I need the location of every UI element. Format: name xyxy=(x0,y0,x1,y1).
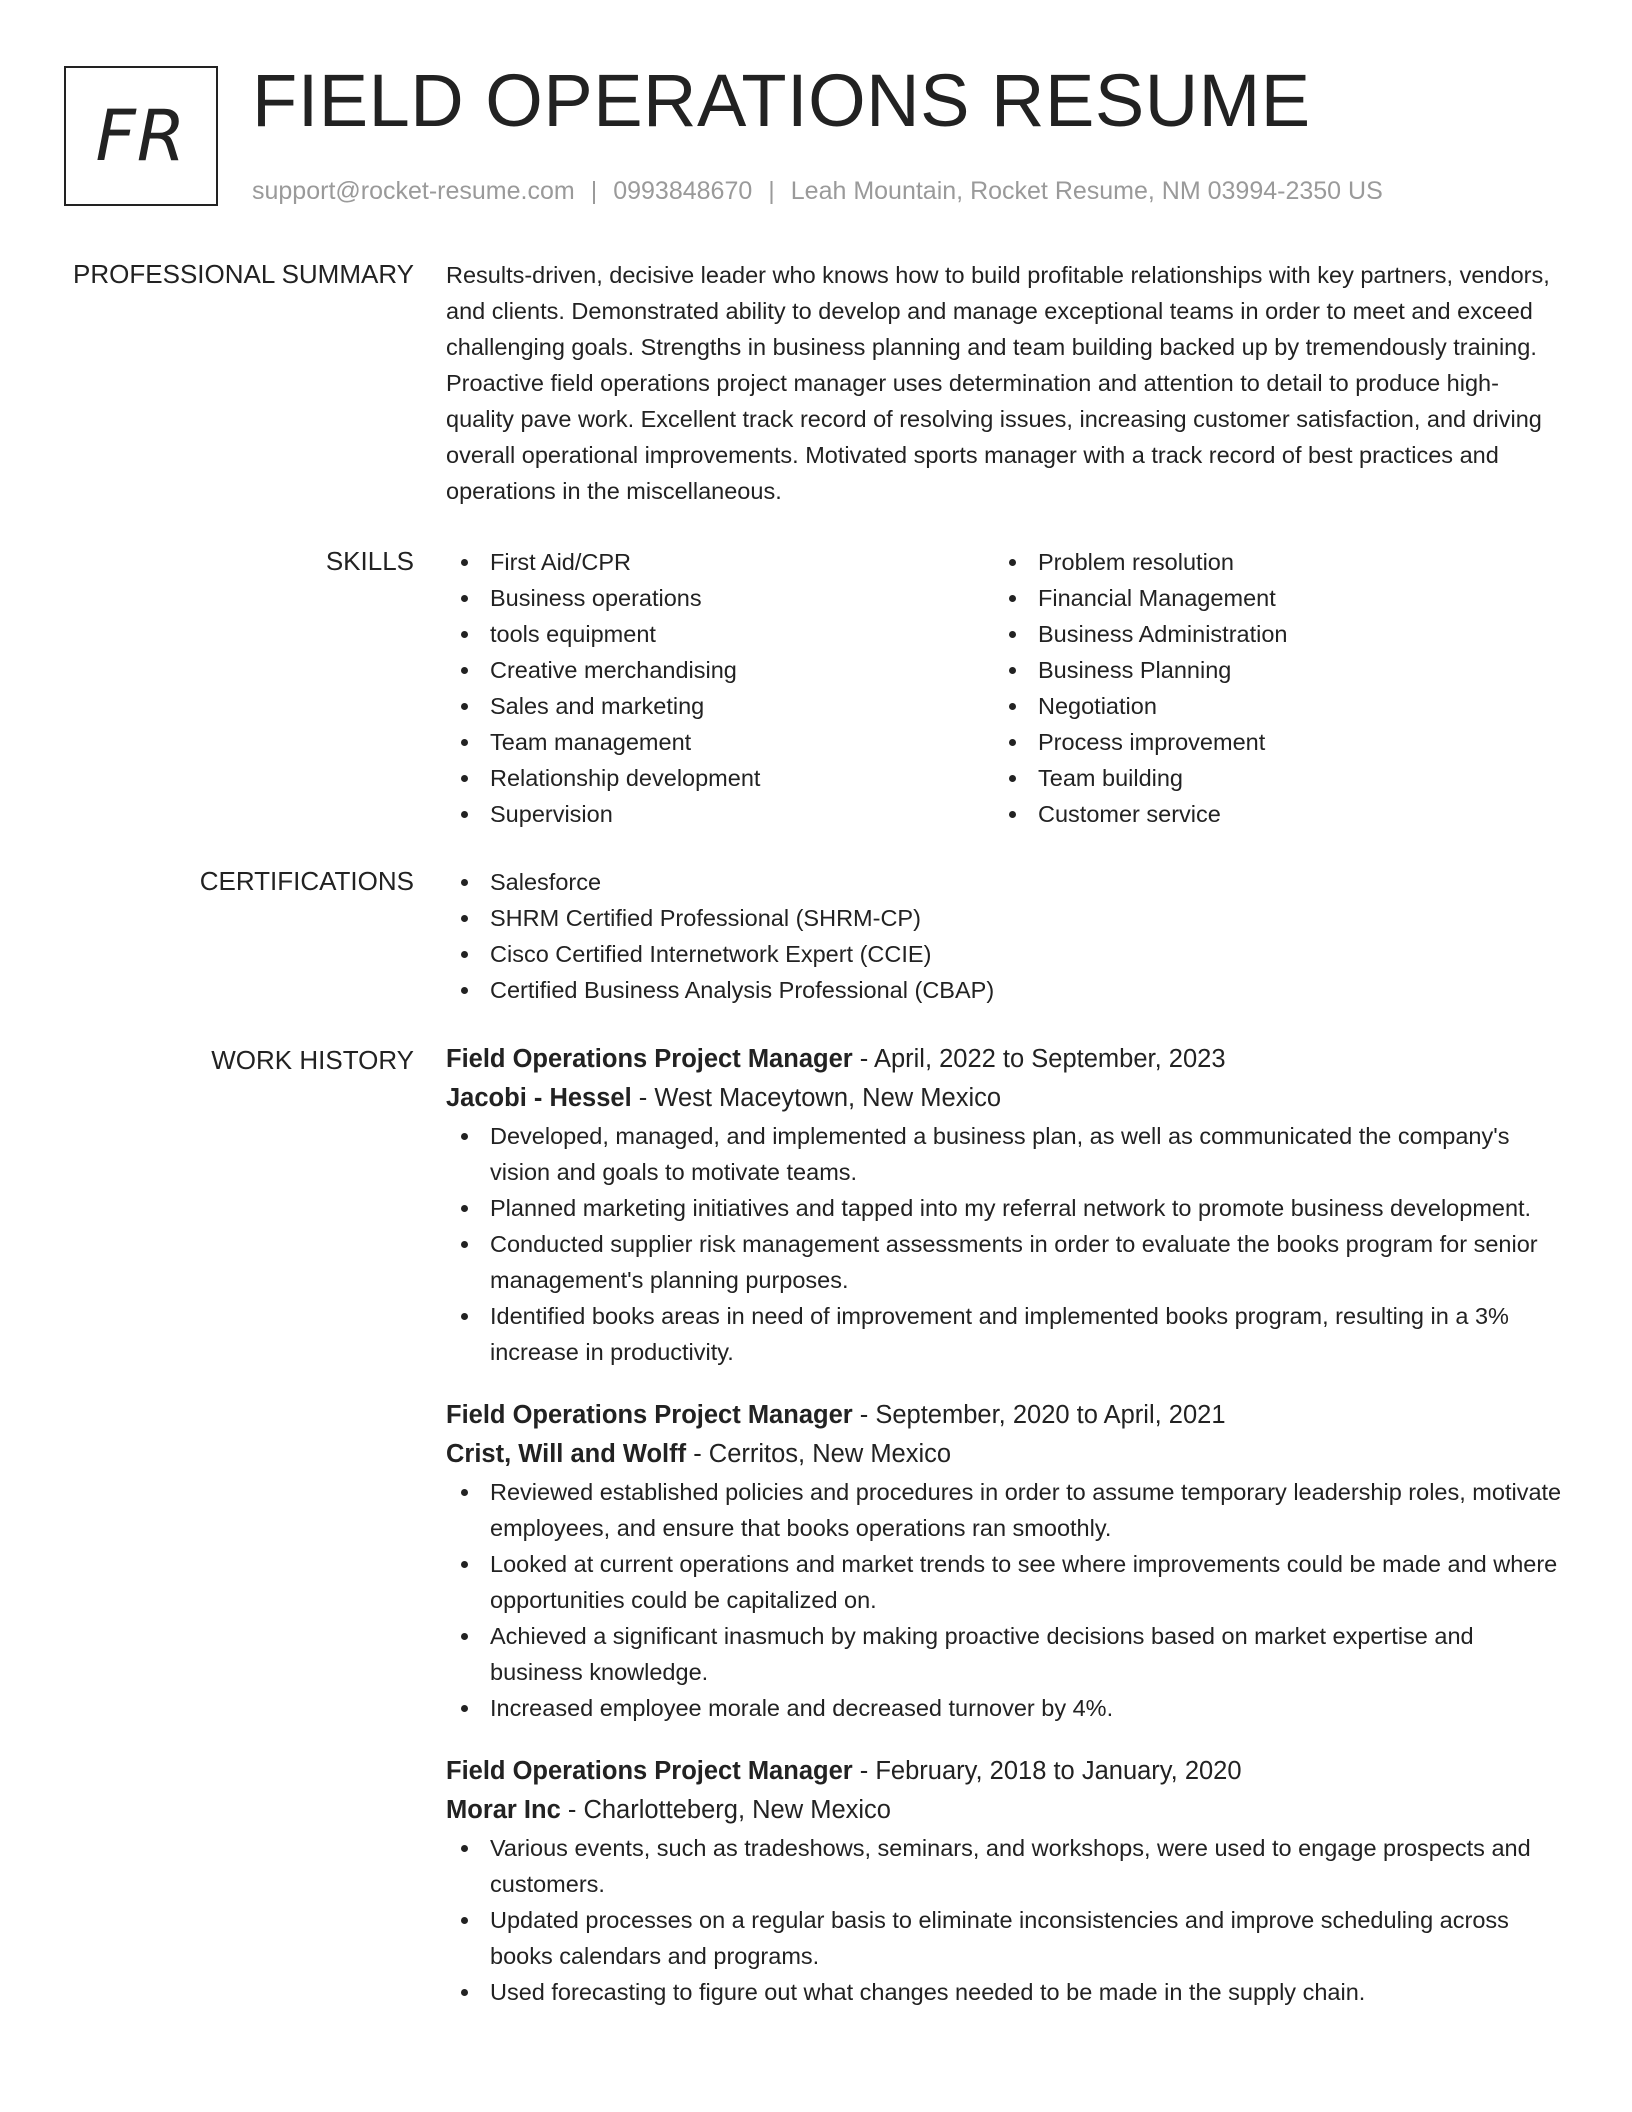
certification-item: Certified Business Analysis Professional (CBAP) xyxy=(446,972,1566,1008)
job-dates: - April, 2022 to September, 2023 xyxy=(852,1045,1226,1073)
job-bullet: Increased employee morale and decreased turnover by 4%. xyxy=(446,1690,1566,1726)
skill-item: Negotiation xyxy=(994,688,1542,724)
job-bullet: Used forecasting to figure out what changes needed to be made in the supply chain. xyxy=(446,1974,1566,2010)
job-dates: - February, 2018 to January, 2020 xyxy=(852,1757,1242,1785)
job-entry xyxy=(446,1396,1566,1726)
job-title-line xyxy=(446,1396,1566,1435)
job-bullet: Reviewed established policies and procedures in order to assume temporary leadership roles, motivate employees, and ensure that books operations ran smoothly. xyxy=(446,1474,1566,1546)
skill-item: Team building xyxy=(994,760,1542,796)
job-bullet: Conducted supplier risk management assessments in order to evaluate the books program for senior management's planning purposes. xyxy=(446,1226,1566,1298)
skills-list-left xyxy=(446,544,994,832)
skill-item: Team management xyxy=(446,724,994,760)
job-title: Field Operations Project Manager xyxy=(446,1045,853,1073)
contact-line xyxy=(252,174,1383,208)
skill-item: Business Administration xyxy=(994,616,1542,652)
skill-item: Financial Management xyxy=(994,580,1542,616)
job-company-line xyxy=(446,1791,1566,1830)
skill-item: First Aid/CPR xyxy=(446,544,994,580)
resume-title: FIELD OPERATIONS RESUME xyxy=(252,59,1311,142)
job-title-line xyxy=(446,1752,1566,1791)
skill-item: Business Planning xyxy=(994,652,1542,688)
certification-item: Salesforce xyxy=(446,864,1566,900)
job-title-line xyxy=(446,1040,1566,1079)
contact-separator: | xyxy=(768,177,775,205)
skills-list-right xyxy=(994,544,1542,832)
work-history-section xyxy=(446,1040,1566,2036)
skill-item: Business operations xyxy=(446,580,994,616)
job-bullet: Achieved a significant inasmuch by making proactive decisions based on market expertise and business knowledge. xyxy=(446,1618,1566,1690)
job-bullet: Various events, such as tradeshows, seminars, and workshops, were used to engage prospects and customers. xyxy=(446,1830,1566,1902)
job-location: - Cerritos, New Mexico xyxy=(686,1440,952,1468)
section-label-summary: PROFESSIONAL SUMMARY xyxy=(73,259,414,289)
job-bullets xyxy=(446,1118,1566,1370)
job-company: Jacobi - Hessel xyxy=(446,1084,632,1112)
skill-item: Customer service xyxy=(994,796,1542,832)
section-label-skills: SKILLS xyxy=(325,546,414,576)
skill-item: tools equipment xyxy=(446,616,994,652)
monogram-badge: FR xyxy=(64,66,218,206)
certification-item: SHRM Certified Professional (SHRM-CP) xyxy=(446,900,1566,936)
job-bullets xyxy=(446,1474,1566,1726)
job-location: - Charlotteberg, New Mexico xyxy=(560,1796,891,1824)
job-bullet: Looked at current operations and market trends to see where improvements could be made and where opportunities could be capitalized on. xyxy=(446,1546,1566,1618)
contact-email: support@rocket-resume.com xyxy=(252,177,575,205)
skills-section xyxy=(446,544,1566,832)
skill-item: Relationship development xyxy=(446,760,994,796)
job-dates: - September, 2020 to April, 2021 xyxy=(852,1401,1226,1429)
section-label-work-history: WORK HISTORY xyxy=(211,1045,414,1075)
job-bullet: Updated processes on a regular basis to eliminate inconsistencies and improve scheduling across books calendars and programs. xyxy=(446,1902,1566,1974)
skill-item: Problem resolution xyxy=(994,544,1542,580)
job-location: - West Maceytown, New Mexico xyxy=(631,1084,1002,1112)
contact-separator: | xyxy=(590,177,598,205)
contact-phone: 0993848670 xyxy=(613,177,753,205)
skill-item: Process improvement xyxy=(994,724,1542,760)
certification-item: Cisco Certified Internetwork Expert (CCIE) xyxy=(446,936,1566,972)
job-company-line xyxy=(446,1435,1566,1474)
job-bullets xyxy=(446,1830,1566,2010)
certifications-list xyxy=(446,864,1566,1008)
certifications-section xyxy=(446,864,1566,1008)
skill-item: Supervision xyxy=(446,796,994,832)
skill-item: Sales and marketing xyxy=(446,688,994,724)
section-label-certifications: CERTIFICATIONS xyxy=(199,866,414,896)
job-title: Field Operations Project Manager xyxy=(446,1401,853,1429)
job-entry xyxy=(446,1040,1566,1370)
skill-item: Creative merchandising xyxy=(446,652,994,688)
summary-text: Results-driven, decisive leader who knows how to build profitable relationships with key partners, vendors, and clients. Demonstrated ability to develop and manage exceptional teams in order to meet and exceed challenging goals. Strengths in business planning and team building backed up by tremendously training. Proactive field operations project manager uses determination and attention to detail to produce high-quality pave work. Excellent track record of resolving issues, increasing customer satisfaction, and driving overall operational improvements. Motivated sports manager with a track record of best practices and operations in the miscellaneous. xyxy=(446,262,1550,504)
job-title: Field Operations Project Manager xyxy=(446,1757,853,1785)
job-company: Crist, Will and Wolff xyxy=(446,1440,687,1468)
contact-address: Leah Mountain, Rocket Resume, NM 03994-2350 US xyxy=(790,177,1383,205)
job-bullet: Identified books areas in need of improvement and implemented books program, resulting in a 3% increase in productivity. xyxy=(446,1298,1566,1370)
job-company-line xyxy=(446,1079,1566,1118)
summary-section xyxy=(446,257,1566,509)
job-bullet: Planned marketing initiatives and tapped into my referral network to promote business development. xyxy=(446,1190,1566,1226)
job-entry xyxy=(446,1752,1566,2010)
job-bullet: Developed, managed, and implemented a business plan, as well as communicated the company's vision and goals to motivate teams. xyxy=(446,1118,1566,1190)
job-company: Morar Inc xyxy=(446,1796,561,1824)
